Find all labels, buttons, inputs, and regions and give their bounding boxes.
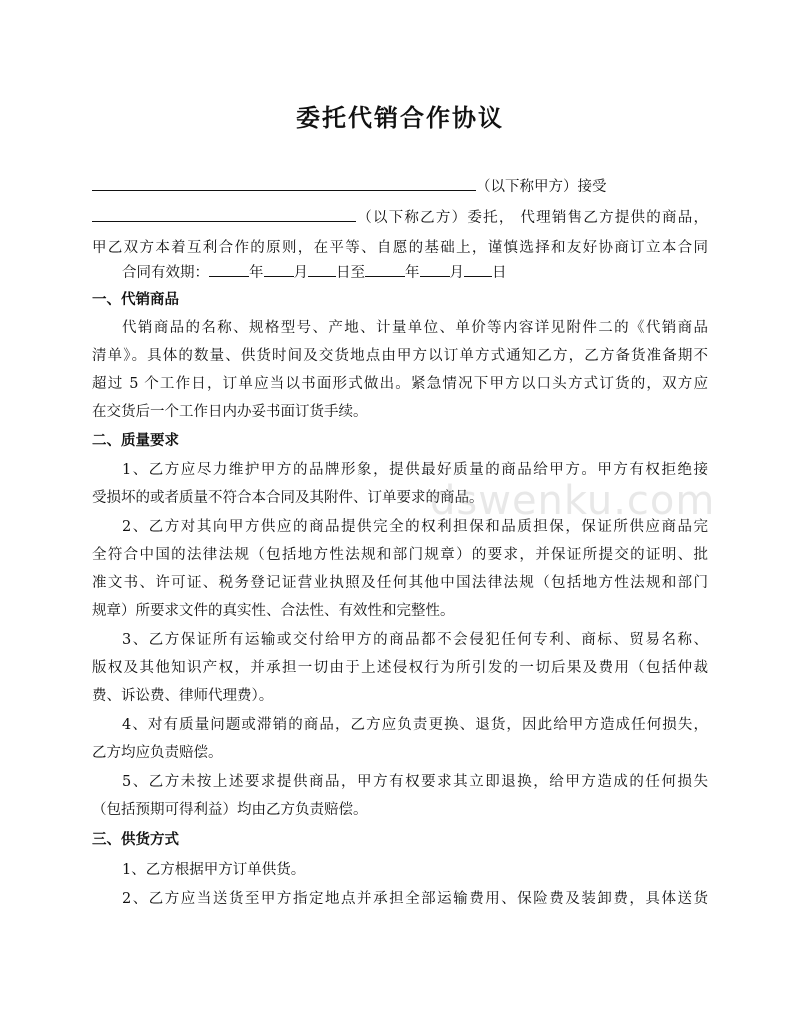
paragraph-line: 乙方均应负责赔偿。 [92,745,223,761]
paragraph-line: 受损坏的或者质量不符合本合同及其附件、订单要求的商品。 [92,490,484,506]
paragraph-line: 3、乙方保证所有运输或交付给甲方的商品都不会侵犯任何专利、商标、贸易名称、 [122,632,708,648]
section-heading: 二、质量要求 [92,433,179,449]
start-month-blank[interactable] [264,262,294,277]
paragraph-line: 2、乙方应当送货至甲方指定地点并承担全部运输费用、保险费及装卸费，具体送货 [122,891,708,907]
intro-line-party-a: （以下称甲方）接受 [92,176,708,197]
party-b-blank[interactable] [92,207,356,222]
section-heading: 三、供货方式 [92,832,179,848]
paragraph-line: 准文书、许可证、税务登记证营业执照及任何其他中国法律法规（包括地方性法规和部门 [92,575,708,591]
paragraph-line: 1、乙方根据甲方订单供货。 [122,862,306,878]
watermark-text: dswenku.com [430,478,716,524]
intro-line-principle: 甲乙双方本着互利合作的原则，在平等、自愿的基础上，谨慎选择和友好协商订立本合同 [92,240,708,256]
contract-term-line: 合同有效期： 年 月 日至 年 月 日 [122,262,708,283]
end-year-blank[interactable] [365,262,405,277]
start-day-blank[interactable] [308,262,336,277]
paragraph-line: 代销商品的名称、规格型号、产地、计量单位、单价等内容详见附件二的《代销商品 [122,320,708,336]
start-year-blank[interactable] [209,262,249,277]
document-title: 委托代销合作协议 [296,104,504,132]
paragraph-line: 2、乙方对其向甲方供应的商品提供完全的权利担保和品质担保，保证所供应商品完 [122,519,708,535]
paragraph-line: 清单》。具体的数量、供货时间及交货地点由甲方以订单方式通知乙方，乙方备货准备期不 [92,348,708,364]
paragraph-line: 4、对有质量问题或滞销的商品，乙方应负责更换、退货，因此给甲方造成任何损失， [122,717,708,733]
paragraph-line: 全符合中国的法律法规（包括地方性法规和部门规章）的要求，并保证所提交的证明、批 [92,547,708,563]
paragraph-line: 1、乙方应尽力维护甲方的品牌形象，提供最好质量的商品给甲方。甲方有权拒绝接 [122,462,708,478]
paragraph-line: 规章）所要求文件的真实性、合法性、有效性和完整性。 [92,603,455,619]
end-day-blank[interactable] [464,262,492,277]
paragraph-line: （包括预期可得利益）均由乙方负责赔偿。 [92,802,368,818]
paragraph-line: 5、乙方未按上述要求提供商品，甲方有权要求其立即退换，给甲方造成的任何损失 [122,774,708,790]
intro-line-party-b: （以下称乙方）委托， 代理销售乙方提供的商品， [92,207,708,228]
paragraph-line: 超过 5 个工作日，订单应当以书面形式做出。紧急情况下甲方以口头方式订货的，双方应 [92,376,708,392]
paragraph-line: 在交货后一个工作日内办妥书面订货手续。 [92,404,368,420]
paragraph-line: 版权及其他知识产权，并承担一切由于上述侵权行为所引发的一切后果及费用（包括仲裁 [92,660,708,676]
section-heading: 一、代销商品 [92,292,179,308]
paragraph-line: 费、诉讼费、律师代理费）。 [92,688,274,704]
party-a-blank[interactable] [92,176,476,191]
end-month-blank[interactable] [420,262,450,277]
